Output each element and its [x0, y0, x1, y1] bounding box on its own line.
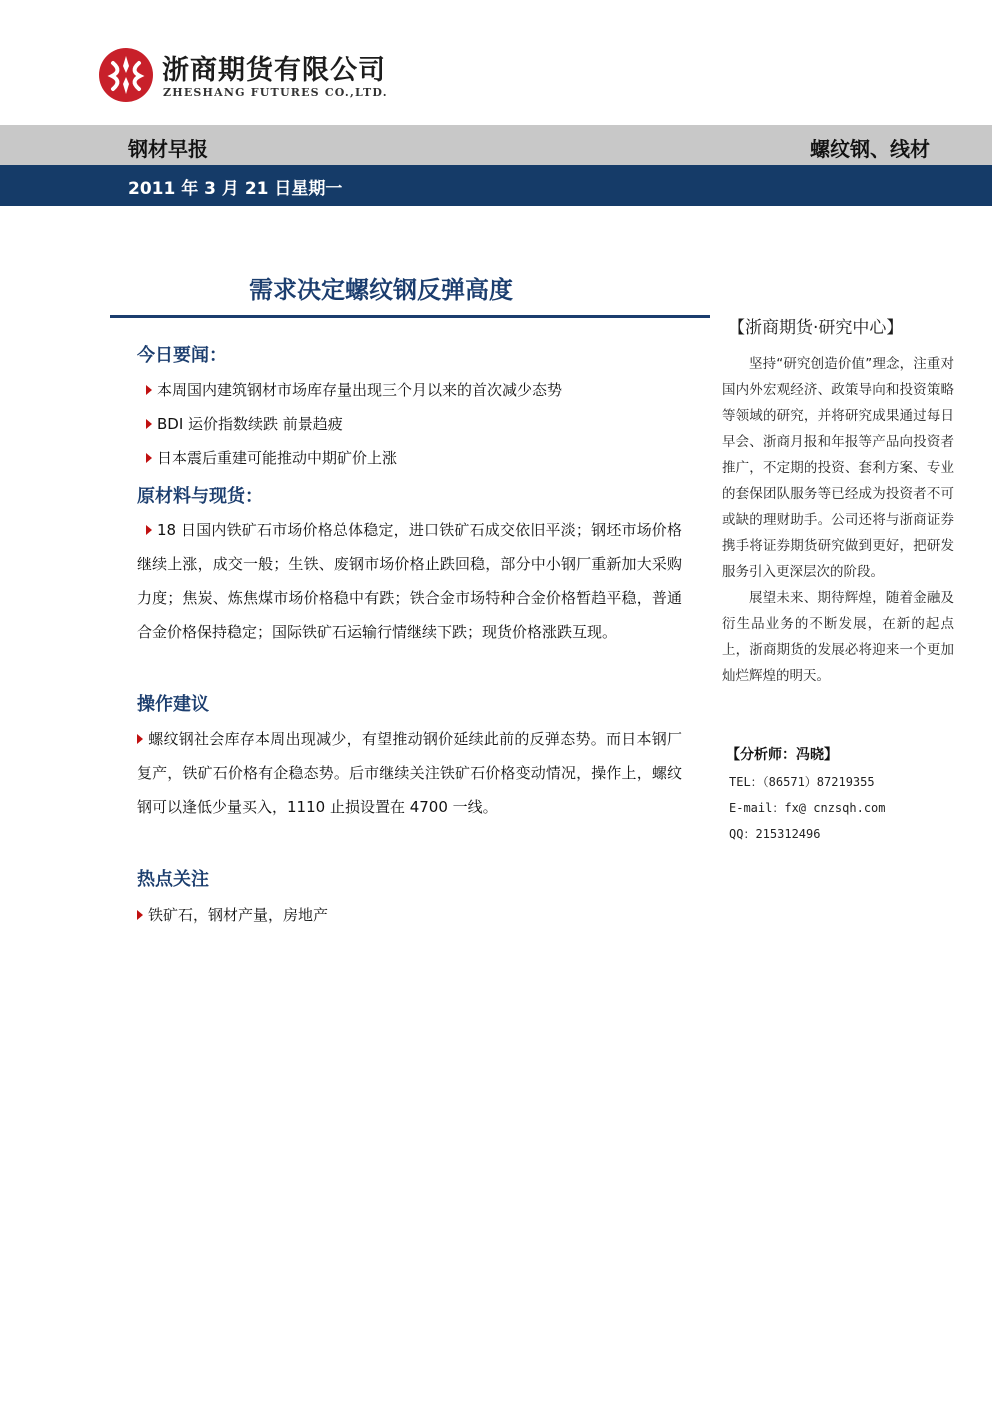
report-date: 2011 年 3 月 21 日星期一 [128, 179, 343, 199]
company-name-en: ZHESHANG FUTURES CO.,LTD. [163, 86, 388, 99]
news-item-text: 日本震后重建可能推动中期矿价上涨 [157, 449, 398, 467]
contact-qq: QQ：215312496 [729, 827, 821, 841]
hot-text: 铁矿石，钢材产量，房地产 [148, 906, 329, 924]
sidebar-paragraph: 坚持“研究创造价值”理念，注重对国内外宏观经济、政策导向和投资策略等领域的研究，并将研究成果通过每日早会、浙商月报和年报等产品向投资者推广，不定期的投资、套利方案、专业的套保团队服务等已经成为投资者不可或缺的理财助手。公司还将与浙商证券携手将证券期货研究做到更好，把研发服务引入更深层次的阶段。 [722, 356, 954, 580]
bullet-icon [137, 734, 143, 744]
section-title-advice: 操作建议 [137, 694, 209, 715]
news-item-text: BDI 运价指数续跌 前景趋疲 [157, 415, 343, 433]
sidebar-paragraph: 展望未来、期待辉煌，随着金融及衍生品业务的不断发展，在新的起点上，浙商期货的发展必将迎来一个更加灿烂辉煌的明天。 [722, 590, 954, 684]
advice-text: 螺纹钢社会库存本周出现减少，有望推动钢价延续此前的反弹态势。而日本钢厂复产，铁矿石价格有企稳态势。后市继续关注铁矿石价格变动情况，操作上，螺纹钢可以逢低少量买入，1110 止损设置在 4700 一线。 [137, 730, 682, 816]
company-name-cn: 浙商期货有限公司 [162, 55, 386, 86]
materials-text: 18 日国内铁矿石市场价格总体稳定，进口铁矿石成交依旧平淡；钢坯市场价格继续上涨，成交一般；生铁、废钢市场价格止跌回稳，部分中小钢厂重新加大采购力度；焦炭、炼焦煤市场价格稳中有跌；铁合金市场特种合金价格暂趋平稳，普通合金价格保持稳定；国际铁矿石运输行情继续下跌；现货价格涨跌互现。 [137, 521, 682, 641]
sidebar-title: 【浙商期货·研究中心】 [728, 318, 904, 338]
product-label: 螺纹钢、线材 [810, 137, 930, 161]
bullet-icon [146, 419, 152, 429]
materials-paragraph [137, 513, 682, 649]
headline-divider [110, 315, 710, 318]
section-title-materials: 原材料与现货： [137, 486, 263, 507]
news-item [146, 379, 562, 400]
bullet-icon [146, 453, 152, 463]
bullet-icon [146, 385, 152, 395]
analyst-title: 【分析师：冯晓】 [726, 747, 838, 763]
hot-item [137, 904, 328, 925]
contact-tel: TEL：（86571）87219355 [729, 775, 875, 789]
report-type: 钢材早报 [128, 137, 208, 161]
report-header-band [0, 125, 992, 165]
date-band [0, 165, 992, 206]
news-item [146, 447, 397, 468]
section-title-news: 今日要闻： [137, 345, 227, 366]
sidebar-intro [722, 351, 954, 689]
news-item-text: 本周国内建筑钢材市场库存量出现三个月以来的首次减少态势 [157, 381, 563, 399]
bullet-icon [146, 525, 152, 535]
bullet-icon [137, 910, 143, 920]
section-title-hot: 热点关注 [137, 869, 209, 890]
company-logo-icon [96, 46, 156, 104]
advice-paragraph [137, 722, 682, 824]
headline: 需求决定螺纹钢反弹高度 [249, 276, 513, 304]
news-item [146, 413, 343, 434]
contact-email: E-mail：fx@ cnzsqh.com [729, 801, 886, 815]
